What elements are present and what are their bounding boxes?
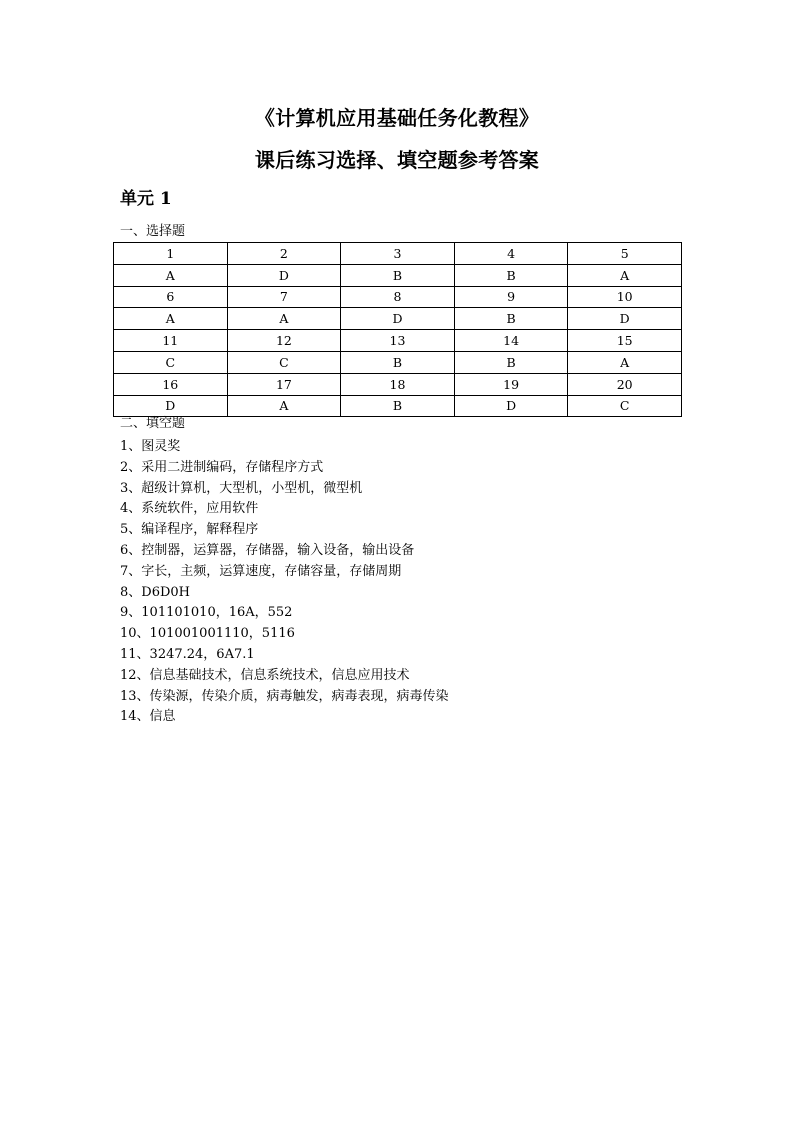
choice-section-label: 一、选择题 — [120, 224, 186, 239]
answer-cell: B — [341, 351, 455, 373]
unit-heading: 单元 1 — [120, 189, 172, 209]
question-number-row — [114, 286, 682, 308]
answer-cell: B — [341, 395, 455, 417]
fill-answer-list — [120, 437, 449, 728]
question-number-cell: 11 — [114, 330, 228, 352]
question-number-cell: 7 — [227, 286, 341, 308]
answer-cell: D — [568, 308, 682, 330]
answer-cell: B — [454, 264, 568, 286]
answer-cell: A — [114, 264, 228, 286]
answer-row — [114, 351, 682, 373]
answer-row — [114, 308, 682, 330]
answer-cell: A — [114, 308, 228, 330]
fill-answer-item: 3、超级计算机，大型机，小型机，微型机 — [120, 480, 363, 496]
answer-row — [114, 264, 682, 286]
fill-answer-item: 13、传染源，传染介质，病毒触发，病毒表现，病毒传染 — [120, 688, 449, 704]
fill-answer-item: 6、控制器，运算器，存储器，输入设备，输出设备 — [120, 542, 415, 558]
fill-answer-item: 12、信息基础技术，信息系统技术，信息应用技术 — [120, 667, 410, 683]
answer-cell: D — [114, 395, 228, 417]
question-number-cell: 10 — [568, 286, 682, 308]
question-number-cell: 6 — [114, 286, 228, 308]
question-number-cell: 17 — [227, 373, 341, 395]
answer-cell: D — [227, 264, 341, 286]
answer-cell: C — [568, 395, 682, 417]
question-number-cell: 19 — [454, 373, 568, 395]
question-number-cell: 3 — [341, 243, 455, 265]
question-number-cell: 1 — [114, 243, 228, 265]
answer-cell: A — [568, 264, 682, 286]
fill-answer-item: 9、101101010，16A，552 — [120, 605, 293, 621]
question-number-row — [114, 373, 682, 395]
fill-section-label: 二、填空题 — [120, 416, 186, 431]
question-number-cell: 15 — [568, 330, 682, 352]
choice-answer-table — [113, 242, 682, 417]
answer-cell: A — [227, 395, 341, 417]
question-number-row — [114, 330, 682, 352]
answer-cell: B — [341, 264, 455, 286]
question-number-cell: 13 — [341, 330, 455, 352]
answer-cell: B — [454, 308, 568, 330]
question-number-cell: 4 — [454, 243, 568, 265]
answer-cell: D — [341, 308, 455, 330]
fill-answer-item: 5、编译程序，解释程序 — [120, 522, 259, 538]
question-number-cell: 16 — [114, 373, 228, 395]
question-number-cell: 18 — [341, 373, 455, 395]
question-number-cell: 2 — [227, 243, 341, 265]
answer-cell: D — [454, 395, 568, 417]
question-number-cell: 14 — [454, 330, 568, 352]
question-number-cell: 12 — [227, 330, 341, 352]
question-number-cell: 8 — [341, 286, 455, 308]
fill-answer-item: 4、系统软件，应用软件 — [120, 501, 259, 517]
fill-answer-item: 14、信息 — [120, 709, 176, 725]
question-number-cell: 5 — [568, 243, 682, 265]
fill-answer-item: 2、采用二进制编码，存储程序方式 — [120, 459, 324, 475]
answer-cell: A — [568, 351, 682, 373]
answer-cell: C — [114, 351, 228, 373]
fill-answer-item: 1、图灵奖 — [120, 439, 181, 454]
document-subtitle: 课后练习选择、填空题参考答案 — [254, 148, 540, 172]
question-number-cell: 20 — [568, 373, 682, 395]
fill-answer-item: 11、3247.24，6A7.1 — [120, 646, 255, 662]
question-number-cell: 9 — [454, 286, 568, 308]
answer-cell: C — [227, 351, 341, 373]
question-number-row — [114, 243, 682, 265]
fill-answer-item: 7、字长，主频，运算速度，存储容量，存储周期 — [120, 563, 402, 579]
fill-answer-item: 10、101001001110，5116 — [120, 626, 295, 642]
fill-answer-item: 8、D6D0H — [120, 584, 190, 600]
answer-row — [114, 395, 682, 417]
answer-cell: A — [227, 308, 341, 330]
answer-cell: B — [454, 351, 568, 373]
document-title: 《计算机应用基础任务化教程》 — [254, 106, 540, 130]
